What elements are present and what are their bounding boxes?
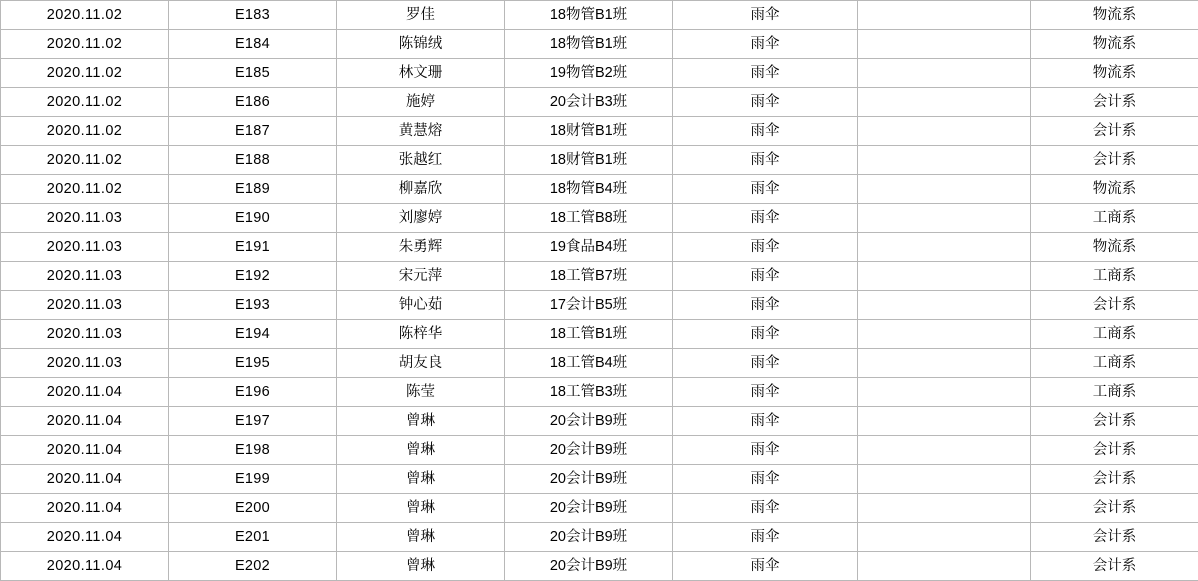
cell-class[interactable]: 20会计B9班 <box>505 523 673 552</box>
cell-item[interactable]: 雨伞 <box>673 146 858 175</box>
cell-name[interactable]: 曾琳 <box>337 465 505 494</box>
cell-date[interactable]: 2020.11.04 <box>1 407 169 436</box>
cell-student-id[interactable]: E190 <box>169 204 337 233</box>
table-row[interactable] <box>1 204 1198 233</box>
cell-class[interactable]: 20会计B9班 <box>505 494 673 523</box>
cell-name[interactable]: 曾琳 <box>337 407 505 436</box>
table-row[interactable] <box>1 494 1198 523</box>
cell-name[interactable]: 柳嘉欣 <box>337 175 505 204</box>
cell-department[interactable]: 会计系 <box>1031 494 1198 523</box>
cell-blank[interactable] <box>858 233 1031 262</box>
cell-department[interactable]: 物流系 <box>1031 59 1198 88</box>
cell-department[interactable]: 工商系 <box>1031 378 1198 407</box>
cell-blank[interactable] <box>858 407 1031 436</box>
cell-blank[interactable] <box>858 523 1031 552</box>
cell-class[interactable]: 20会计B9班 <box>505 436 673 465</box>
cell-date[interactable]: 2020.11.03 <box>1 349 169 378</box>
cell-class[interactable]: 19物管B2班 <box>505 59 673 88</box>
cell-item[interactable]: 雨伞 <box>673 436 858 465</box>
cell-department[interactable]: 工商系 <box>1031 262 1198 291</box>
cell-date[interactable]: 2020.11.04 <box>1 378 169 407</box>
cell-name[interactable]: 罗佳 <box>337 1 505 30</box>
cell-student-id[interactable]: E189 <box>169 175 337 204</box>
table-row[interactable] <box>1 523 1198 552</box>
cell-item[interactable]: 雨伞 <box>673 465 858 494</box>
cell-student-id[interactable]: E196 <box>169 378 337 407</box>
cell-date[interactable]: 2020.11.03 <box>1 233 169 262</box>
cell-item[interactable]: 雨伞 <box>673 233 858 262</box>
cell-class[interactable]: 18财管B1班 <box>505 117 673 146</box>
cell-blank[interactable] <box>858 1 1031 30</box>
cell-class[interactable]: 18工管B8班 <box>505 204 673 233</box>
cell-class[interactable]: 20会计B3班 <box>505 88 673 117</box>
cell-blank[interactable] <box>858 552 1031 581</box>
cell-date[interactable]: 2020.11.02 <box>1 59 169 88</box>
cell-name[interactable]: 陈锦绒 <box>337 30 505 59</box>
cell-name[interactable]: 黄慧熔 <box>337 117 505 146</box>
cell-date[interactable]: 2020.11.04 <box>1 552 169 581</box>
cell-department[interactable]: 会计系 <box>1031 436 1198 465</box>
cell-blank[interactable] <box>858 262 1031 291</box>
cell-name[interactable]: 曾琳 <box>337 436 505 465</box>
cell-name[interactable]: 张越红 <box>337 146 505 175</box>
cell-student-id[interactable]: E197 <box>169 407 337 436</box>
cell-blank[interactable] <box>858 291 1031 320</box>
cell-blank[interactable] <box>858 117 1031 146</box>
table-body <box>1 1 1198 581</box>
cell-date[interactable]: 2020.11.04 <box>1 436 169 465</box>
cell-student-id[interactable]: E186 <box>169 88 337 117</box>
cell-item[interactable]: 雨伞 <box>673 175 858 204</box>
cell-department[interactable]: 会计系 <box>1031 146 1198 175</box>
cell-department[interactable]: 会计系 <box>1031 523 1198 552</box>
cell-class[interactable]: 20会计B9班 <box>505 407 673 436</box>
table-row[interactable] <box>1 262 1198 291</box>
cell-item[interactable]: 雨伞 <box>673 494 858 523</box>
table-row[interactable] <box>1 146 1198 175</box>
cell-department[interactable]: 物流系 <box>1031 233 1198 262</box>
cell-student-id[interactable]: E198 <box>169 436 337 465</box>
table-row[interactable] <box>1 291 1198 320</box>
cell-blank[interactable] <box>858 436 1031 465</box>
cell-item[interactable]: 雨伞 <box>673 1 858 30</box>
cell-student-id[interactable]: E200 <box>169 494 337 523</box>
cell-date[interactable]: 2020.11.02 <box>1 30 169 59</box>
cell-blank[interactable] <box>858 378 1031 407</box>
cell-item[interactable]: 雨伞 <box>673 407 858 436</box>
cell-item[interactable]: 雨伞 <box>673 291 858 320</box>
cell-student-id[interactable]: E184 <box>169 30 337 59</box>
cell-department[interactable]: 工商系 <box>1031 204 1198 233</box>
cell-student-id[interactable]: E199 <box>169 465 337 494</box>
cell-blank[interactable] <box>858 175 1031 204</box>
cell-name[interactable]: 施婷 <box>337 88 505 117</box>
cell-blank[interactable] <box>858 349 1031 378</box>
cell-department[interactable]: 物流系 <box>1031 175 1198 204</box>
table-row[interactable] <box>1 320 1198 349</box>
cell-item[interactable]: 雨伞 <box>673 204 858 233</box>
cell-name[interactable]: 朱勇辉 <box>337 233 505 262</box>
table-row[interactable] <box>1 233 1198 262</box>
cell-date[interactable]: 2020.11.02 <box>1 146 169 175</box>
cell-student-id[interactable]: E195 <box>169 349 337 378</box>
cell-name[interactable]: 胡友良 <box>337 349 505 378</box>
cell-student-id[interactable]: E191 <box>169 233 337 262</box>
table-row[interactable] <box>1 349 1198 378</box>
cell-department[interactable]: 会计系 <box>1031 552 1198 581</box>
cell-department[interactable]: 会计系 <box>1031 291 1198 320</box>
table-row[interactable] <box>1 88 1198 117</box>
cell-item[interactable]: 雨伞 <box>673 117 858 146</box>
cell-student-id[interactable]: E188 <box>169 146 337 175</box>
cell-student-id[interactable]: E202 <box>169 552 337 581</box>
cell-blank[interactable] <box>858 88 1031 117</box>
cell-item[interactable]: 雨伞 <box>673 59 858 88</box>
cell-class[interactable]: 18物管B4班 <box>505 175 673 204</box>
cell-name[interactable]: 陈莹 <box>337 378 505 407</box>
cell-blank[interactable] <box>858 204 1031 233</box>
cell-name[interactable]: 陈梓华 <box>337 320 505 349</box>
cell-blank[interactable] <box>858 30 1031 59</box>
cell-name[interactable]: 曾琳 <box>337 552 505 581</box>
cell-item[interactable]: 雨伞 <box>673 523 858 552</box>
cell-item[interactable]: 雨伞 <box>673 320 858 349</box>
cell-student-id[interactable]: E192 <box>169 262 337 291</box>
table-row[interactable] <box>1 436 1198 465</box>
cell-date[interactable]: 2020.11.04 <box>1 523 169 552</box>
cell-item[interactable]: 雨伞 <box>673 262 858 291</box>
table-row[interactable] <box>1 117 1198 146</box>
cell-student-id[interactable]: E193 <box>169 291 337 320</box>
cell-department[interactable]: 会计系 <box>1031 465 1198 494</box>
cell-blank[interactable] <box>858 465 1031 494</box>
table-row[interactable] <box>1 552 1198 581</box>
cell-name[interactable]: 钟心茹 <box>337 291 505 320</box>
cell-name[interactable]: 宋元萍 <box>337 262 505 291</box>
cell-student-id[interactable]: E183 <box>169 1 337 30</box>
cell-item[interactable]: 雨伞 <box>673 349 858 378</box>
cell-date[interactable]: 2020.11.04 <box>1 494 169 523</box>
cell-class[interactable]: 18物管B1班 <box>505 1 673 30</box>
cell-item[interactable]: 雨伞 <box>673 378 858 407</box>
cell-item[interactable]: 雨伞 <box>673 552 858 581</box>
cell-date[interactable]: 2020.11.02 <box>1 1 169 30</box>
table-row[interactable] <box>1 378 1198 407</box>
cell-name[interactable]: 刘廖婷 <box>337 204 505 233</box>
cell-blank[interactable] <box>858 320 1031 349</box>
cell-department[interactable]: 工商系 <box>1031 349 1198 378</box>
cell-date[interactable]: 2020.11.02 <box>1 88 169 117</box>
cell-name[interactable]: 曾琳 <box>337 523 505 552</box>
cell-item[interactable]: 雨伞 <box>673 88 858 117</box>
cell-date[interactable]: 2020.11.03 <box>1 291 169 320</box>
cell-class[interactable]: 18工管B3班 <box>505 378 673 407</box>
cell-class[interactable]: 20会计B9班 <box>505 552 673 581</box>
table-row[interactable] <box>1 175 1198 204</box>
cell-student-id[interactable]: E185 <box>169 59 337 88</box>
cell-class[interactable]: 18工管B7班 <box>505 262 673 291</box>
cell-blank[interactable] <box>858 59 1031 88</box>
cell-name[interactable]: 曾琳 <box>337 494 505 523</box>
cell-class[interactable]: 18工管B4班 <box>505 349 673 378</box>
table-row[interactable] <box>1 465 1198 494</box>
cell-department[interactable]: 会计系 <box>1031 407 1198 436</box>
cell-department[interactable]: 会计系 <box>1031 117 1198 146</box>
cell-student-id[interactable]: E201 <box>169 523 337 552</box>
cell-student-id[interactable]: E194 <box>169 320 337 349</box>
cell-class[interactable]: 18工管B1班 <box>505 320 673 349</box>
cell-class[interactable]: 20会计B9班 <box>505 465 673 494</box>
cell-date[interactable]: 2020.11.03 <box>1 204 169 233</box>
cell-department[interactable]: 工商系 <box>1031 320 1198 349</box>
cell-class[interactable]: 19食品B4班 <box>505 233 673 262</box>
cell-class[interactable]: 18物管B1班 <box>505 30 673 59</box>
cell-department[interactable]: 会计系 <box>1031 88 1198 117</box>
cell-blank[interactable] <box>858 146 1031 175</box>
cell-department[interactable]: 物流系 <box>1031 30 1198 59</box>
table-row[interactable] <box>1 59 1198 88</box>
table-row[interactable] <box>1 407 1198 436</box>
cell-item[interactable]: 雨伞 <box>673 30 858 59</box>
cell-date[interactable]: 2020.11.02 <box>1 117 169 146</box>
cell-date[interactable]: 2020.11.02 <box>1 175 169 204</box>
cell-date[interactable]: 2020.11.04 <box>1 465 169 494</box>
table-row[interactable] <box>1 30 1198 59</box>
cell-department[interactable]: 物流系 <box>1031 1 1198 30</box>
cell-date[interactable]: 2020.11.03 <box>1 320 169 349</box>
cell-name[interactable]: 林文珊 <box>337 59 505 88</box>
cell-class[interactable]: 18财管B1班 <box>505 146 673 175</box>
table-row[interactable] <box>1 1 1198 30</box>
cell-student-id[interactable]: E187 <box>169 117 337 146</box>
cell-class[interactable]: 17会计B5班 <box>505 291 673 320</box>
cell-date[interactable]: 2020.11.03 <box>1 262 169 291</box>
cell-blank[interactable] <box>858 494 1031 523</box>
